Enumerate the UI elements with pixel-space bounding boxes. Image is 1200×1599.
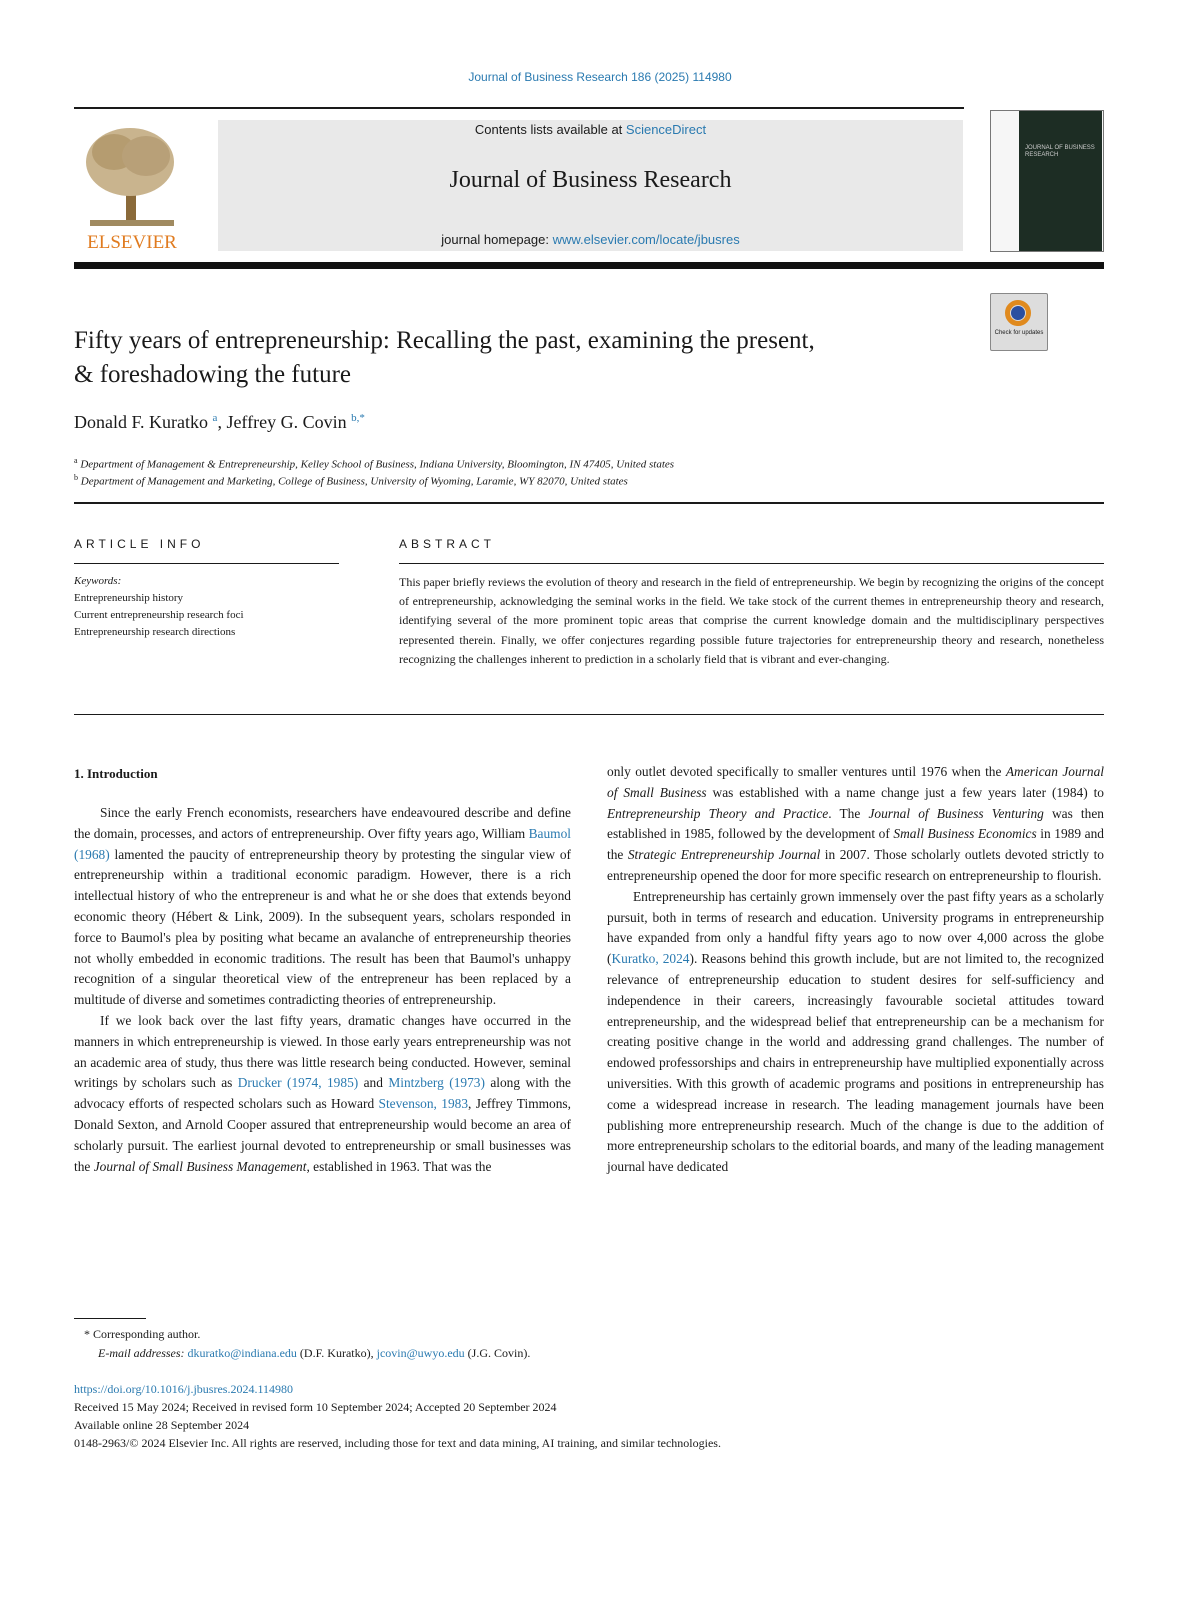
paragraph: Since the early French economists, researchers have endeavoured describe and define the domain, processes, and actors of entrepreneurship. Over fifty years ago, William Baumol (1968) lamented the paucity of entrepreneurship theory by protesting the singular view of entrepreneurship within a traditional economic paradigm. However, there is a rich intellectual history of who the entrepreneur is and what he or she does that extends beyond economic theory (Hébert & Link, 2009). In the subsequent years, scholars responded in force to Baumol's plea by positing what became an avalanche of entrepreneurship theories not wholly embedded in economic traditions. The result has been that Baumol's unhappy recognition of a singular theoretical view of the entrepreneur has been replaced by a multitude of diverse and sometimes contradicting theories of entrepreneurship. — [74, 805, 571, 1008]
article-info-heading: ARTICLE INFO — [74, 537, 205, 551]
author-covin[interactable]: Jeffrey G. Covin — [226, 412, 347, 432]
email-link-kuratko[interactable]: dkuratko@indiana.edu — [187, 1346, 297, 1360]
sciencedirect-link[interactable]: ScienceDirect — [625, 122, 707, 137]
citation-link[interactable]: Baumol (1968) — [74, 825, 571, 862]
contents-line — [218, 122, 963, 137]
keyword-item: Current entrepreneurship research foci — [74, 609, 244, 621]
keyword-item: Entrepreneurship history — [74, 592, 184, 604]
homepage-prefix: journal homepage: — [441, 232, 553, 247]
received-dates: Received 15 May 2024; Received in revised form 10 September 2024; Accepted 20 September 2024 — [74, 1400, 557, 1414]
affiliation-b — [74, 473, 628, 488]
abstract-rule — [399, 563, 1104, 564]
elsevier-tree-icon — [74, 122, 190, 252]
author-list — [74, 412, 365, 433]
article-info-rule — [74, 563, 339, 564]
affiliation-a-mark: a — [74, 456, 78, 465]
front-matter-rule — [74, 502, 1104, 504]
paragraph: Entrepreneurship has certainly grown immensely over the past fifty years as a scholarly pursuit, both in terms of research and education. University programs in entrepreneurship have expanded from only a handful fifty years ago to now over 4,000 across the globe (Kuratko, 2024). Reasons behind this growth include, but are not limited to, the recognized relevance of entrepreneurship education to student desires for self-sufficiency and independence in their careers, increasingly favourable societal attitudes toward entrepreneurship, and the widespread belief that entrepreneurship can be a mechanism for creating positive change in the world and addressing grand challenges. The number of endowed professorships and chairs in entrepreneurship have multiplied exponentially across universities. With this growth of academic programs and positions in entrepreneurship has come a widespread increase in research. The leading management journals have been publishing more entrepreneurship research. Much of the change is due to the addition of more entrepreneurship scholars to the editorial boards, and many of the leading management journal have dedicated — [607, 888, 1104, 1175]
author-kuratko[interactable]: Donald F. Kuratko — [74, 412, 209, 432]
check-updates-label: Check for updates — [994, 330, 1044, 336]
section-title-introduction: 1. Introduction — [74, 766, 158, 781]
citation-link[interactable]: Kuratko, 2024 — [611, 951, 690, 967]
email-label: E-mail addresses: — [98, 1346, 185, 1360]
cover-title: JOURNAL OF BUSINESS RESEARCH — [1025, 145, 1095, 158]
journal-cover-thumbnail — [990, 110, 1104, 252]
keyword-item: Entrepreneurship research directions — [74, 626, 236, 638]
keywords-block — [74, 573, 344, 641]
paragraph: If we look back over the last fifty years, dramatic changes have occurred in the manners in which entrepreneurship is viewed. In those early years entrepreneurship was not an academic area of study, thus there was little research being conducted. However, seminal writings by scholars such as Drucker (1974, 1985) and Mintzberg (1973) along with the advocacy efforts of respected scholars such as Howard Stevenson, 1983, Jeffrey Timmons, Donald Sexton, and Arnold Cooper assured that entrepreneurship would become an area of scholarly pursuit. The earliest journal devoted to entrepreneurship or small businesses was the Journal of Small Business Management, established in 1963. That was the — [74, 1012, 571, 1174]
journal-title: Journal of Business Research — [449, 167, 732, 193]
footnote-rule — [74, 1318, 146, 1319]
elsevier-logo — [74, 122, 190, 252]
masthead-rule — [74, 262, 1104, 269]
affiliation-b-mark: b — [74, 473, 78, 482]
affiliation-a-text: Department of Management & Entrepreneurship, Kelley School of Business, Indiana University, Bloomington, IN 47405, United states — [80, 458, 675, 471]
journal-reference[interactable]: Journal of Business Research 186 (2025) 114980 — [468, 70, 732, 84]
abstract-text: This paper briefly reviews the evolution of theory and research in the field of entrepreneurship. We begin by recognizing the origins of the concept of entrepreneurship, acknowledging the seminal works in the field. We take stock of the current themes in entrepreneurship theory and research, identifying several of the more prominent topic areas that comprise the current knowledge domain and the multidisciplinary perspectives represented therein. Finally, we offer conjectures regarding possible future trajectories for entrepreneurship theory and research, nonetheless recognizing the challenges inherent to prediction in a scholarly field that is vibrant and ever-changing. — [399, 575, 1104, 666]
publisher-name: ELSEVIER — [87, 232, 177, 252]
check-updates-icon-core — [1011, 306, 1025, 320]
citation-link[interactable]: Mintzberg (1973) — [388, 1075, 485, 1091]
body-right-column — [607, 762, 1104, 1178]
keywords-label: Keywords: — [74, 575, 122, 587]
email-link-covin[interactable]: jcovin@uwyo.edu — [376, 1346, 465, 1360]
citation-link[interactable]: Stevenson, 1983 — [378, 1096, 469, 1112]
author-separator: , — [217, 412, 227, 432]
affiliation-b-text: Department of Management and Marketing, College of Business, University of Wyoming, Laramie, WY 82070, United states — [80, 475, 628, 488]
homepage-line — [218, 232, 963, 247]
title-line-1: Fifty years of entrepreneurship: Recalling the past, examining the present, — [74, 327, 815, 354]
title-line-2: & foreshadowing the future — [74, 361, 352, 388]
affiliation-a — [74, 456, 674, 471]
contents-prefix: Contents lists available at — [474, 122, 626, 137]
cover-band — [1019, 111, 1102, 251]
available-online: Available online 28 September 2024 — [74, 1418, 250, 1432]
homepage-link[interactable]: www.elsevier.com/locate/jbusres — [552, 232, 740, 247]
doi-link[interactable]: https://doi.org/10.1016/j.jbusres.2024.114980 — [74, 1382, 294, 1396]
abstract-heading: ABSTRACT — [399, 537, 496, 551]
citation-link[interactable]: Drucker (1974, 1985) — [237, 1075, 359, 1091]
email-addresses: E-mail addresses: dkuratko@indiana.edu (D.F. Kuratko), jcovin@uwyo.edu (J.G. Covin). — [98, 1346, 531, 1360]
paragraph: only outlet devoted specifically to smaller ventures until 1976 when the American Journal of Small Business was established with a name change just a few years later (1984) to Entrepreneurship Theory and Practice. The Journal of Business Venturing was then established in 1985, followed by the development of Small Business Economics in 1989 and the Strategic Entrepreneurship Journal in 2007. Those scholarly outlets devoted strictly to entrepreneurship opened the door for more specific research on entrepreneurship to flourish. — [607, 764, 1105, 883]
header-rule — [74, 107, 964, 109]
abstract-bottom-rule — [74, 714, 1104, 715]
article-title — [74, 324, 974, 392]
body-left-column — [74, 803, 571, 1177]
check-for-updates-button[interactable] — [990, 293, 1048, 351]
author-covin-affil[interactable]: b,* — [351, 412, 365, 424]
copyright-line: 0148-2963/© 2024 Elsevier Inc. All rights are reserved, including those for text and data mining, AI training, and similar technologies. — [74, 1436, 721, 1450]
footnote-mark: * — [84, 1327, 90, 1341]
corresponding-author-note: * Corresponding author. — [84, 1327, 201, 1341]
author-kuratko-affil[interactable]: a — [212, 412, 218, 424]
